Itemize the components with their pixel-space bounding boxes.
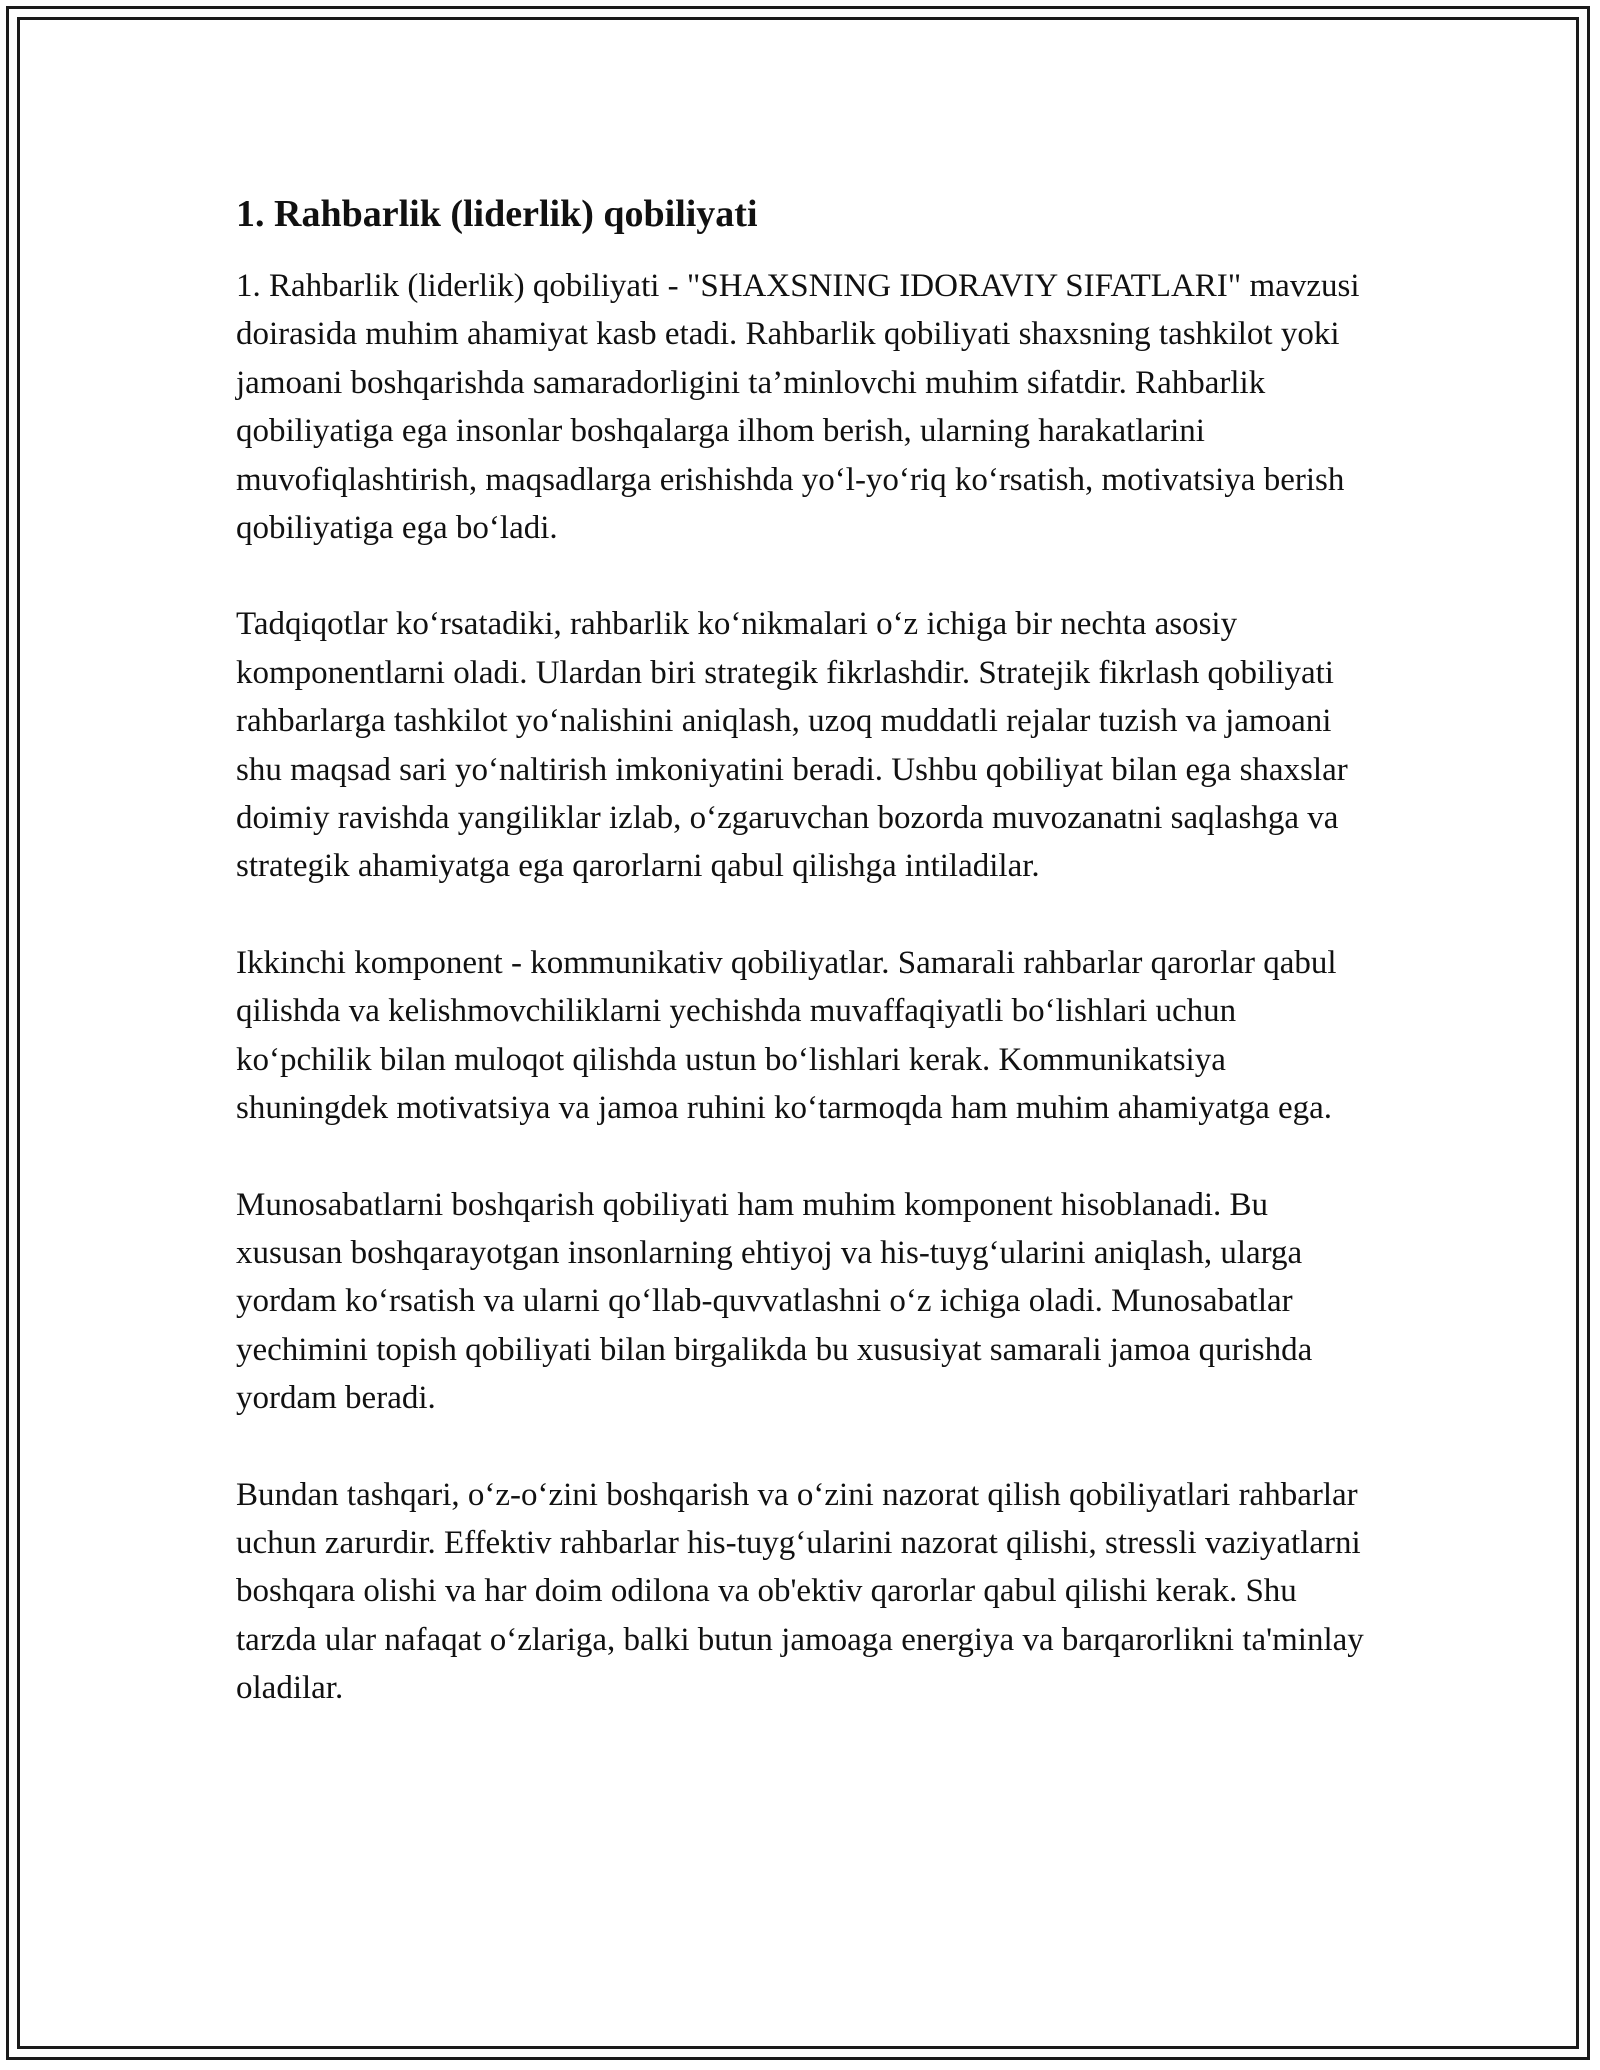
paragraph-relationship-management: Munosabatlarni boshqarish qobiliyati ham muhim komponent hisoblanadi. Bu xususan boshqarayotgan insonlarning ehtiyoj va his-tuygʻularini aniqlash, ularga yordam koʻrsatish va ularni qoʻllab-quvvatlashni oʻz ichiga oladi. Munosabatlar yechimini topish qobiliyati bilan birgalikda bu xususiyat samarali jamoa qurishda yordam beradi. — [236, 1186, 1313, 1417]
paragraph-self-management: Bundan tashqari, oʻz-oʻzini boshqarish va oʻzini nazorat qilish qobiliyatlari rahbarlar uchun zarurdir. Effektiv rahbarlar his-tuygʻularini nazorat qilishi, stressli vaziyatlarni boshqara olishi va har doim odilona va ob'ektiv qarorlar qabul qilishi kerak. Shu tarzda ular nafaqat oʻzlariga, balki butun jamoaga energiya va barqarorlikni ta'minlay oladilar. — [236, 1476, 1364, 1707]
paragraph-intro: 1. Rahbarlik (liderlik) qobiliyati - "SHAXSNING IDORAVIY SIFATLARI" mavzusi doirasida muhim ahamiyat kasb etadi. Rahbarlik qobiliyati shaxsning tashkilot yoki jamoani boshqarishda samaradorligini ta’minlovchi muhim sifatdir. Rahbarlik qobiliyatiga ega insonlar boshqalarga ilhom berish, ularning harakatlarini muvofiqlashtirish, maqsadlarga erishishda yoʻl-yoʻriq koʻrsatish, motivatsiya berish qobiliyatiga ega boʻladi. — [236, 268, 1360, 547]
paragraph-communication: Ikkinchi komponent - kommunikativ qobiliyatlar. Samarali rahbarlar qarorlar qabul qilishda va kelishmovchiliklarni yechishda muvaffaqiyatli boʻlishlari uchun koʻpchilik bilan muloqot qilishda ustun boʻlishlari kerak. Kommunikatsiya shuningdek motivatsiya va jamoa ruhini koʻtarmoqda ham muhim ahamiyatga ega. — [236, 944, 1337, 1127]
document-body — [236, 186, 1376, 1761]
paragraph-strategic-thinking: Tadqiqotlar koʻrsatadiki, rahbarlik koʻnikmalari oʻz ichiga bir nechta asosiy komponentlarni oladi. Ulardan biri strategik fikrlashdir. Stratejik fikrlash qobiliyati rahbarlarga tashkilot yoʻnalishini aniqlash, uzoq muddatli rejalar tuzish va jamoani shu maqsad sari yoʻnaltirish imkoniyatini beradi. Ushbu qobiliyat bilan ega shaxslar doimiy ravishda yangiliklar izlab, oʻzgaruvchan bozorda muvozanatni saqlashga va strategik ahamiyatga ega qarorlarni qabul qilishga intiladilar. — [236, 606, 1348, 885]
section-heading: 1. Rahbarlik (liderlik) qobiliyati — [236, 193, 758, 235]
